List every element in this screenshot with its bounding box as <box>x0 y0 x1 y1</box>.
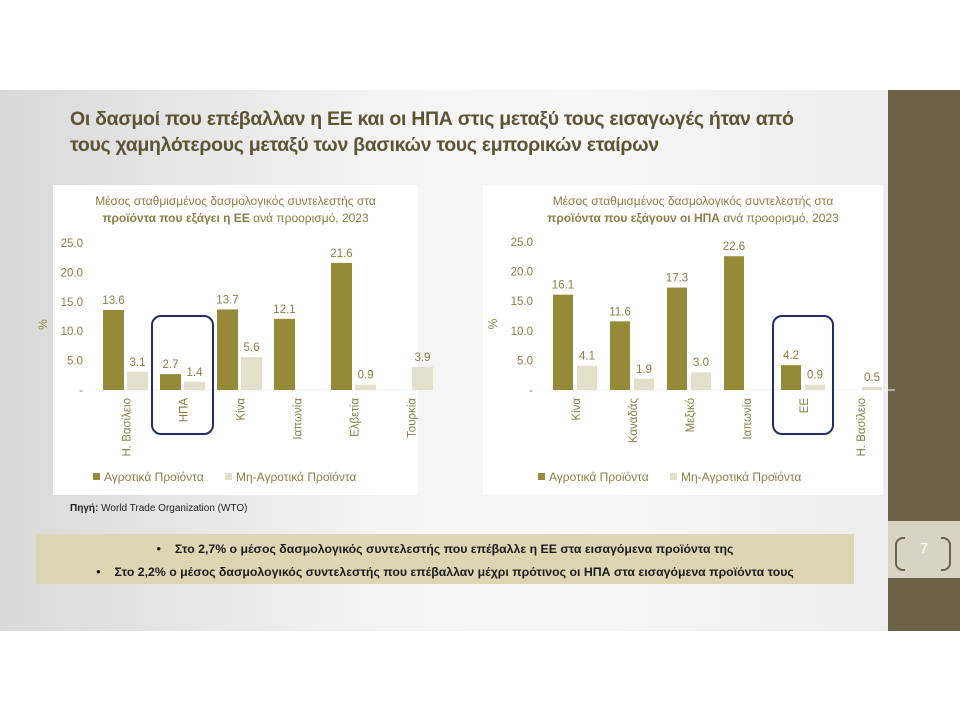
y-tick-label: - <box>529 385 533 397</box>
data-label: 0.9 <box>807 369 823 382</box>
category-label: Καναδάς <box>628 398 640 444</box>
y-axis-label: % <box>486 318 500 330</box>
data-label: 5.6 <box>243 342 260 355</box>
category-label: Κίνα <box>235 398 248 421</box>
us-exports-chart-panel <box>483 185 883 495</box>
data-label: 12.1 <box>273 303 296 316</box>
category-label: Ιαπωνία <box>292 398 305 440</box>
legend-swatch-non-agricultural <box>225 473 232 480</box>
bar <box>553 295 573 390</box>
category-label: Η. Βασίλειο <box>856 398 868 457</box>
category-label: Μεξικό <box>685 398 697 433</box>
note-us-text: Στο 2,2% ο μέσος δασμολογικός συντελεστής που επέβαλλαν μέχρι πρότινος οι ΗΠΑ στα εισαγόμενα προϊόντα τους <box>114 565 794 579</box>
data-label: 4.2 <box>783 350 799 363</box>
category-label: Η. Βασίλειο <box>121 398 134 457</box>
left-bracket-icon <box>895 537 905 571</box>
bar <box>634 379 654 390</box>
bar <box>241 357 262 390</box>
category-label: ΕΕ <box>799 398 811 414</box>
legend-label-agricultural: Αγροτικά Προϊόντα <box>549 470 649 484</box>
legend-item-agricultural <box>538 470 649 484</box>
us-exports-chart <box>483 185 883 465</box>
bar <box>217 309 238 390</box>
category-label: Τουρκία <box>406 398 419 438</box>
legend-item-non-agricultural <box>225 470 356 484</box>
y-tick-label: 10.0 <box>510 325 533 338</box>
page-number: 7 <box>919 540 929 557</box>
data-label: 0.5 <box>864 372 880 385</box>
legend-label-agricultural: Αγροτικά Προϊόντα <box>104 470 204 484</box>
y-tick-label: 5.0 <box>67 355 83 368</box>
data-label: 2.7 <box>162 359 179 372</box>
data-label: 13.6 <box>102 295 125 308</box>
data-label: 3.0 <box>693 357 709 370</box>
bar <box>610 321 630 390</box>
chart-title-bold: προϊόντα που εξάγουν οι ΗΠΑ <box>547 211 720 225</box>
bar <box>724 256 744 390</box>
category-label: Ιαπωνία <box>742 398 754 440</box>
y-tick-label: 20.0 <box>510 266 533 279</box>
chart-title-line-1: Μέσος σταθμισμένος δασμολογικός συντελεστής στα <box>95 194 376 208</box>
bar <box>127 372 148 390</box>
note-eu-text: Στο 2,7% ο μέσος δασμολογικός συντελεστής που επέβαλλε η ΕΕ στα εισαγόμενα προϊόντα της <box>174 542 734 556</box>
bar <box>274 319 295 390</box>
legend-swatch-agricultural <box>538 473 545 480</box>
bar <box>355 385 376 390</box>
legend-swatch-agricultural <box>93 473 100 480</box>
eu-exports-chart-panel <box>36 185 431 495</box>
bar <box>805 385 825 390</box>
chart-title-rest: ανά προορισμό, 2023 <box>249 211 369 225</box>
legend-label-non-agricultural: Μη-Αγροτικά Προϊόντα <box>681 470 802 484</box>
bar <box>103 310 124 390</box>
slide-title-line-2: τους χαμηλότερους μεταξύ των βασικών τους εμπορικών εταίρων <box>70 134 659 156</box>
bar <box>160 374 181 390</box>
key-notes-box <box>36 534 854 584</box>
category-label: ΗΠΑ <box>178 398 191 423</box>
y-tick-label: 10.0 <box>60 326 83 339</box>
y-tick-label: 25.0 <box>60 238 83 250</box>
chart-legend <box>538 470 819 484</box>
bar <box>862 387 882 390</box>
data-label: 1.9 <box>636 363 652 376</box>
category-label: Ελβετία <box>349 398 362 437</box>
category-label: Κίνα <box>571 398 583 421</box>
data-label: 3.9 <box>414 352 431 365</box>
y-tick-label: 15.0 <box>510 296 533 309</box>
y-tick-label: 25.0 <box>510 237 533 249</box>
bullet-icon: • <box>96 565 101 579</box>
chart-legend <box>93 470 374 484</box>
data-label: 22.6 <box>722 241 746 254</box>
data-label: 13.7 <box>216 294 239 307</box>
bullet-icon: • <box>156 542 161 556</box>
eu-exports-chart <box>36 185 431 460</box>
slide-title <box>70 106 870 158</box>
chart-title-line-1: Μέσος σταθμισμένος δασμολογικός συντελεστής στα <box>552 194 834 208</box>
note-us <box>36 565 854 579</box>
data-label: 17.3 <box>665 272 689 285</box>
slide-title-line-1: Οι δασμοί που επέβαλλαν η ΕΕ και οι ΗΠΑ στις μεταξύ τους εισαγωγές ήταν από <box>70 108 794 130</box>
bar <box>184 382 205 390</box>
y-tick-label: 15.0 <box>60 296 83 309</box>
bar <box>577 366 597 390</box>
data-label: 0.9 <box>357 369 374 382</box>
y-axis-label: % <box>36 319 50 330</box>
chart-title-rest: ανά προορισμό, 2023 <box>719 211 839 225</box>
bar <box>781 365 801 390</box>
bar <box>691 372 711 390</box>
data-label: 11.6 <box>609 306 631 319</box>
source-label: Πηγή: <box>70 503 99 514</box>
bar <box>412 367 433 390</box>
legend-label-non-agricultural: Μη-Αγροτικά Προϊόντα <box>236 470 357 484</box>
chart-title-bold: προϊόντα που εξάγει η ΕΕ <box>102 211 250 225</box>
data-label: 1.4 <box>186 366 203 379</box>
legend-swatch-non-agricultural <box>670 473 677 480</box>
bar <box>331 263 352 390</box>
y-tick-label: 5.0 <box>517 355 533 368</box>
source-text: World Trade Organization (WTO) <box>101 503 248 514</box>
note-eu <box>36 542 854 556</box>
data-label: 21.6 <box>330 247 353 260</box>
y-tick-label: 20.0 <box>60 267 83 280</box>
right-bracket-icon <box>941 537 951 571</box>
legend-item-agricultural <box>93 470 204 484</box>
bar <box>667 288 687 390</box>
data-label: 3.1 <box>129 356 146 369</box>
legend-item-non-agricultural <box>670 470 801 484</box>
source-note <box>70 503 247 514</box>
data-label: 4.1 <box>579 350 595 363</box>
y-tick-label: - <box>79 385 83 397</box>
data-label: 16.1 <box>551 279 575 292</box>
